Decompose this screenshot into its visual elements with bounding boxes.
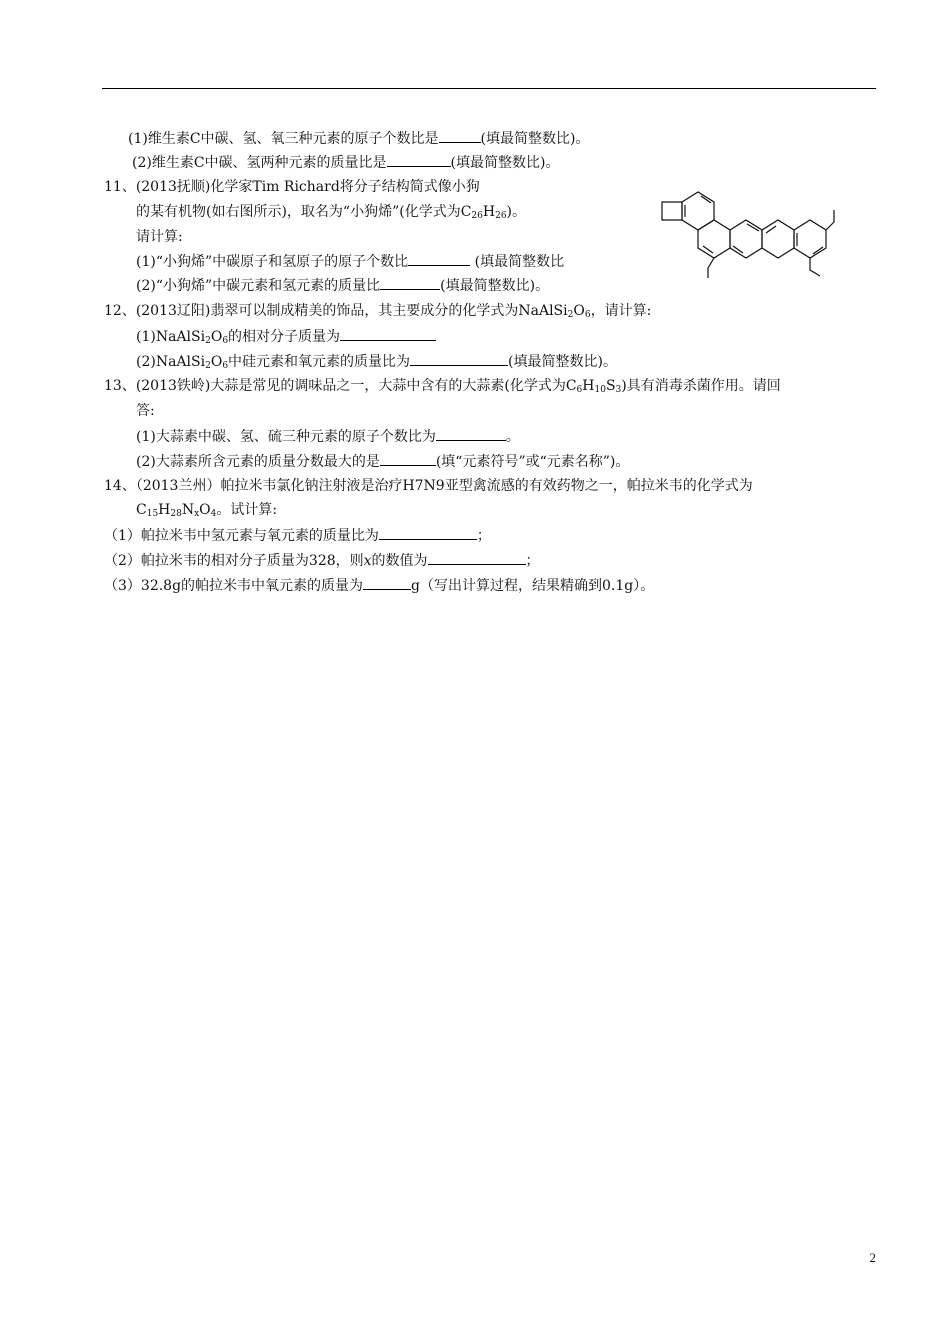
q11-part2: (2)“小狗烯”中碳元素和氢元素的质量比 (填最简整数比)。 (136, 275, 549, 296)
answer-blank[interactable] (387, 152, 451, 167)
q13-line1: 13、(2013铁岭)大蒜是常见的调味品之一，大蒜中含有的大蒜素(化学式为$C_6H_{10}S_3$)具有消毒杀菌作用。请回 (104, 378, 781, 395)
q13-part1: (1)大蒜素中碳、氢、硫三种元素的原子个数比为 。 (136, 426, 520, 447)
answer-blank[interactable] (380, 275, 440, 290)
answer-blank[interactable] (363, 575, 411, 590)
puppy-molecule-diagram (656, 176, 842, 284)
q11-line2: 的某有机物(如右图所示)，取名为“小狗烯”(化学式为$C_{26}H_{26}$)。 (136, 204, 527, 221)
q14-part1: （1）帕拉米韦中氢元素与氧元素的质量比为 ； (104, 525, 491, 546)
q13-line2: 答: (136, 403, 155, 419)
answer-blank[interactable] (379, 525, 477, 540)
q12-part2: $(2)NaAlSi_2O_6$中硅元素和氧元素的质量比为 (填最简整数比)。 (136, 351, 617, 372)
q14-line1: 14、（2013兰州）帕拉米韦氯化钠注射液是治疗H7N9亚型禽流感的有效药物之一，帕拉米韦的化学式为 (104, 478, 753, 494)
header-rule (102, 88, 876, 89)
q13-part2: (2)大蒜素所含元素的质量分数最大的是 (填“元素符号”或“元素名称”)。 (136, 451, 629, 472)
page-number: 2 (869, 1250, 876, 1265)
q11-part1: (1)“小狗烯”中碳原子和氢原子的原子个数比 (填最简整数比 (136, 251, 564, 272)
answer-blank[interactable] (380, 451, 436, 466)
q14-line2: $C_{15}H_{28}N_xO_4$。试计算: (136, 502, 278, 519)
q14-part3: （3）32.8g的帕拉米韦中氧元素的质量为 g（写出计算过程，结果精确到0.1g）。 (104, 575, 654, 596)
q10-part2: (2)维生素C中碳、氢两种元素的质量比是 (填最简整数比)。 (132, 152, 559, 173)
q14-part2: （2）帕拉米韦的相对分子质量为328，则x的数值为 ； (104, 550, 540, 571)
q12-line1: 12、(2013辽阳)翡翠可以制成精美的饰品，其主要成分的化学式为$NaAlSi_2O_6$，请计算: (104, 303, 652, 320)
answer-blank[interactable] (439, 128, 481, 143)
answer-blank[interactable] (408, 251, 470, 266)
q11-line1: 11、(2013抚顺)化学家Tim Richard将分子结构简式像小狗 (104, 179, 480, 195)
q12-part1: $(1)NaAlSi_2O_6$的相对分子质量为 (136, 326, 436, 347)
answer-blank[interactable] (410, 351, 508, 366)
q10-part1: (1)维生素C中碳、氢、氧三种元素的原子个数比是 (填最简整数比)。 (128, 128, 589, 149)
answer-blank[interactable] (428, 550, 526, 565)
answer-blank[interactable] (436, 426, 506, 441)
q11-line3: 请计算: (136, 229, 183, 245)
answer-blank[interactable] (340, 326, 436, 341)
